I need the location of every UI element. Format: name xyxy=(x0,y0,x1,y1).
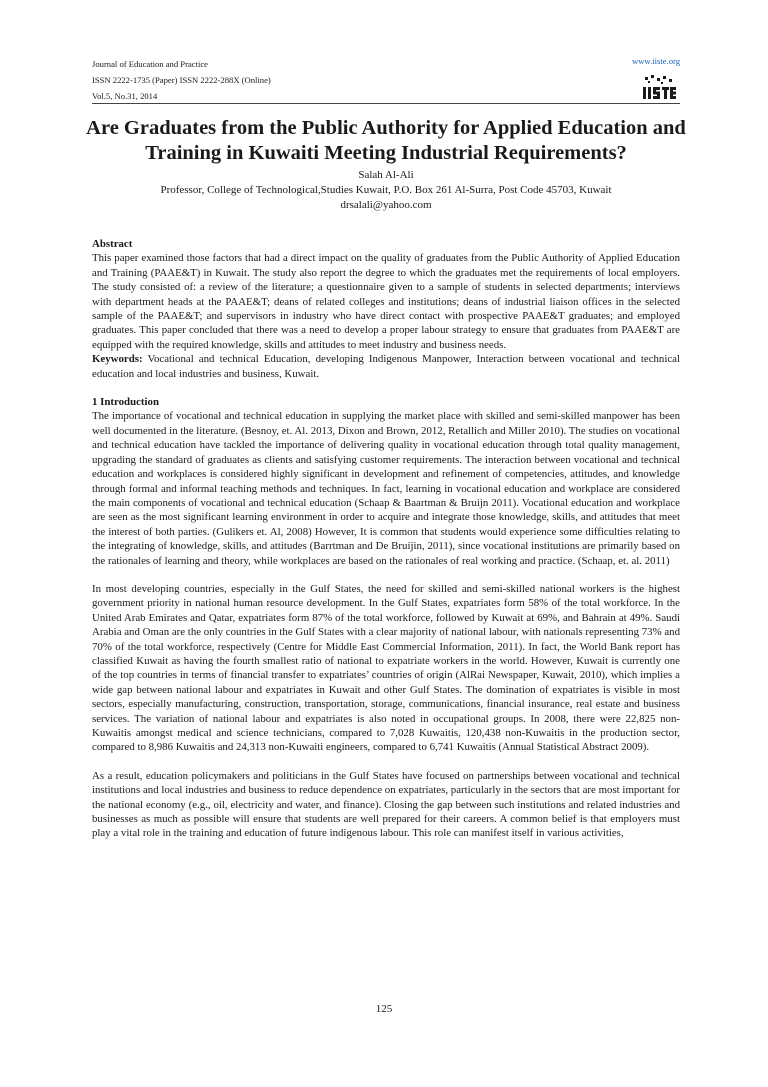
abstract-heading: Abstract xyxy=(92,238,133,250)
keywords-label: Keywords: xyxy=(92,353,143,366)
keywords-line xyxy=(92,352,680,381)
intro-paragraph: In most developing countries, especially in the Gulf States, the need for skilled and semi-skilled national workers is the highest government priority in national human resource development. In the Gulf States, expatriates form 58% of the total workforce. In the United Arab Emirates and Qatar, expatriates form 87% of the total workforce, followed by Kuwait at 69%, and Bahrain at 49%. Saudi Arabia and Oman are the only countries in the Gulf States with a clear majority of national labour, with nationals representing 73% and 70% of the total workforce, respectively (Centre for Middle East Commercial Information, 2011). In fact, the World Bank report has classified Kuwait as having the fourth smallest ratio of national to expatriate workers in the world. However, Kuwait is currently one of the top countries in terms of financial transfer to expatriates’ countries of origin (AlRai Newspaper, Kuwait, 2010), which implies a wide gap between national labour and expatriates in Kuwait and other Gulf States. The domination of expatriates is visible in most sectors, especially manufacturing, construction, transportation, storage, communications, financial insurance, real estate and business services. The variation of national labour and expatriates is also noted in occupational groups. In 2008, there were 22,825 non-Kuwaitis amongst medical and science technicians, compared to 7,028 Kuwaitis, 120,438 non-Kuwaitis in the production sector, compared to 8,986 Kuwaitis and 24,313 non-Kuwaiti engineers, compared to 6,741 Kuwaitis (Annual Statistical Abstract 2009). xyxy=(92,582,680,754)
volume-line: Vol.5, No.31, 2014 xyxy=(92,91,158,101)
journal-header xyxy=(92,56,271,104)
introduction-heading: 1 Introduction xyxy=(92,396,159,409)
header-rule xyxy=(92,103,680,104)
journal-name: Journal of Education and Practice xyxy=(92,59,208,69)
author-email: drsalali@yahoo.com xyxy=(340,199,432,211)
author-block xyxy=(92,168,680,213)
abstract-text: This paper examined those factors that had a direct impact on the quality of graduates from the Public Authority of Applied Education and Training (PAAE&T) in Kuwait. The study also report the degree to which the graduates met the requirements of local employers. The study consisted of: a review of the literature; a questionnaire given to a sample of students in selected departments; interviews with department heads at the PAAE&T; deans of related colleges and institutions; deans of industrial liaison offices in the selected sample of the PAAE&T; and supervisors in industry who have direct contact with prospective PAAE&T graduates; and employed graduates. This paper concluded that there was a need to develop a proper labour strategy to ensure that graduates from PAAE&T are equipped with the required knowledge, skills and attitudes to meet industry and business needs. xyxy=(92,252,680,351)
keywords-text: Vocational and technical Education, developing Indigenous Manpower, Interaction between vocational and technical education and local industries and business, Kuwait. xyxy=(92,353,680,380)
issn-line: ISSN 2222-1735 (Paper) ISSN 2222-288X (Online) xyxy=(92,75,271,85)
page-number: 125 xyxy=(375,1003,393,1015)
author-name: Salah Al-Ali xyxy=(358,169,414,181)
paper-title: Are Graduates from the Public Authority for Applied Education and Training in Kuwaiti Meeting Industrial Requirements? xyxy=(86,117,686,164)
journal-url-link[interactable]: www.iiste.org xyxy=(632,56,680,66)
author-affiliation: Professor, College of Technological,Studies Kuwait, P.O. Box 261 Al-Surra, Post Code 45703, Kuwait xyxy=(160,184,612,196)
paper-body xyxy=(92,237,680,841)
iiste-logo-icon xyxy=(641,75,677,101)
intro-paragraph: The importance of vocational and technical education in supplying the market place with skilled and semi-skilled manpower has been well documented in the literature. (Besnoy, et. Al. 2013, Dixon and Brown, 2012, Retallich and Miller 2010). The studies on vocational and technical education have tackled the importance of delivering quality in vocational education through total quality management, upgrading the standard of graduates as clients and satisfying customer requirements. The interaction between vocational and technical education and workplaces is considered highly significant in development and refinement of competencies, attitudes, and knowledge through formal and informal teaching methods and techniques. In fact, learning in vocational education and workplace are considered the main components of vocational and technical education (Schaap & Baartman & Bruijn 2011). Vocational education and workplace are seen as the most significant learning environment in order to acquire and integrate those knowledge, skills, and attitudes that meet the interest of both parties. (Gulikers et. Al, 2008) However, It is common that students would experience some difficulties relating to the integrating of knowledge, skills, and attitudes (Barrtman and De Bruijin, 2011), since vocational institutions are primarily based on the rationales of learning and theory, while workplaces are based on the rationales of real working and practice. (Schaap, et. al. 2011) xyxy=(92,410,680,567)
intro-paragraph: As a result, education policymakers and politicians in the Gulf States have focused on partnerships between vocational and technical institutions and local industries and business to reduce dependence on expatriates, particularly in the sectors that are most important for the national economy (e.g., oil, electricity and water, and finance). Closing the gap between such institutions and related industries and businesses as much as possible will ensure that students are well prepared for their careers. A common belief is that employers must play a vital role in the training and education of future indigenous labour. This role can manifest itself in various activities, xyxy=(92,769,680,840)
